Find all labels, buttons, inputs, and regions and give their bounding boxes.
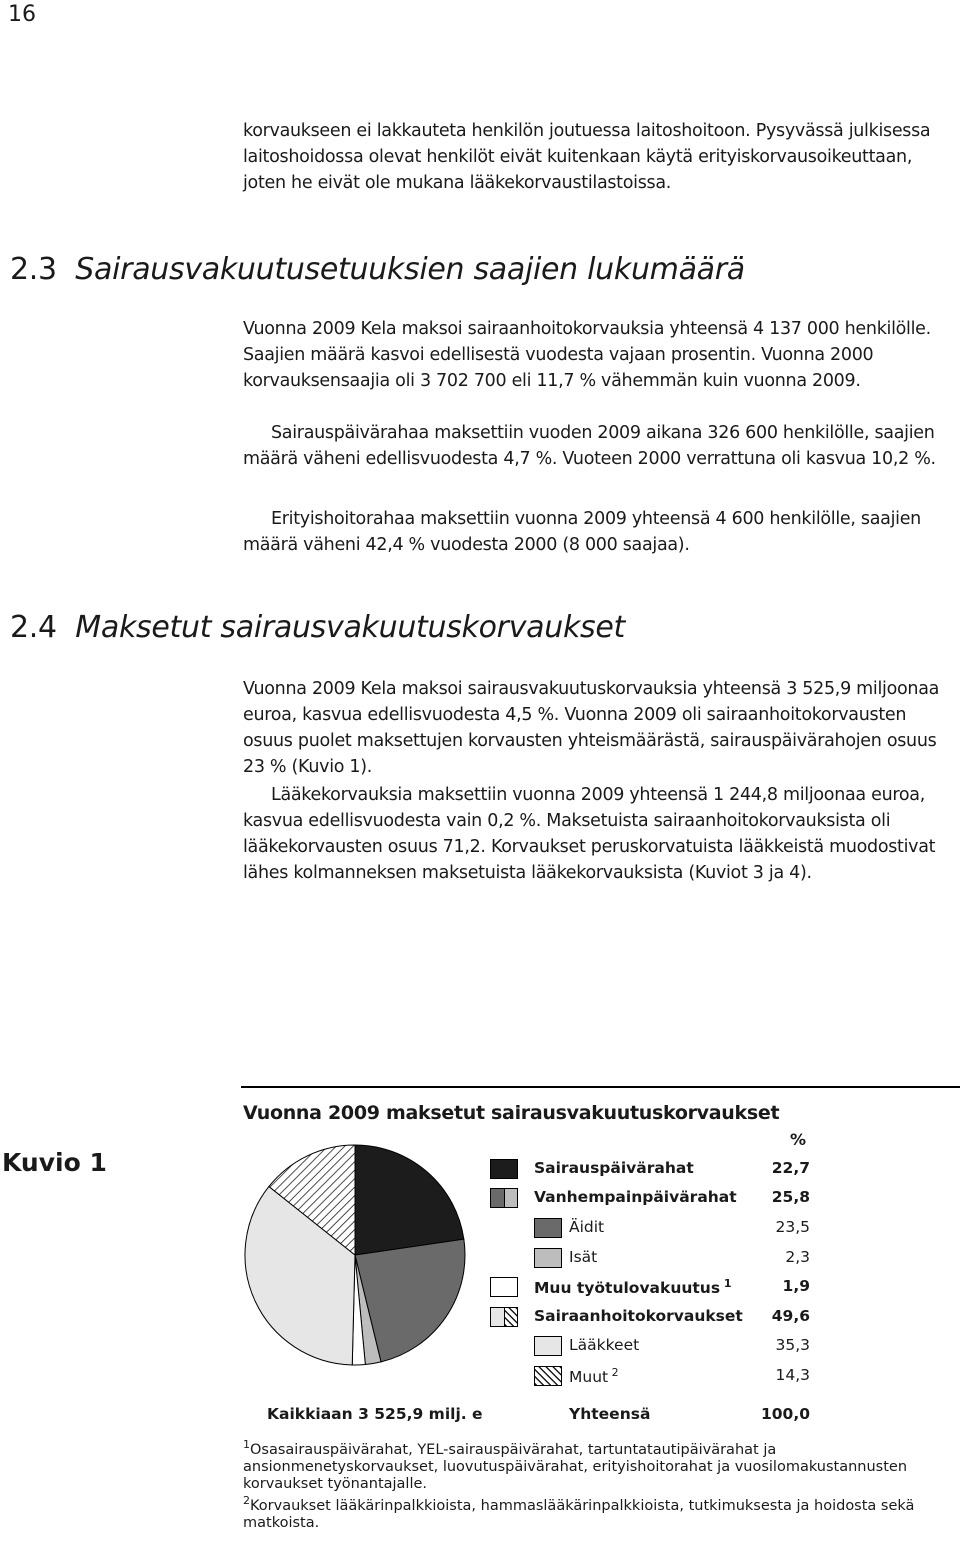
footnote-1 [243,1436,957,1493]
paragraph: Vuonna 2009 Kela maksoi sairaanhoitokorvauksia yhteensä 4 137 000 henkilölle. Saajien määrä kasvoi edellisestä vuodesta vajaan prosentin. Vuonna 2000 korvauksensaajia oli 3 702 700 eli 11,7 % vähemmän kuin vuonna 2009. [243,319,931,391]
footnote-text: Osasairauspäivärahat, YEL-sairauspäivärahat, tartuntatautipäivärahat ja ansionmenetyskorvaukset, luovutuspäivärahat, erityishoitorahat ja vuosilomakustannusten korvaukset työnantajalle. [243,1441,908,1492]
legend-value: 14,3 [775,1366,810,1384]
legend-swatch [534,1366,562,1386]
page-number: 16 [8,2,36,27]
legend-value: 22,7 [771,1159,810,1177]
legend-value: 2,3 [785,1248,810,1266]
section-heading-2-3 [10,252,745,287]
section-title: Maksetut sairausvakuutuskorvaukset [75,610,625,645]
figure-rule [241,1086,960,1088]
section-number: 2.4 [10,610,57,645]
section-heading-2-4 [10,610,625,645]
figure-label: Kuvio 1 [2,1148,107,1177]
paragraph: Sairauspäivärahaa maksettiin vuoden 2009 aikana 326 600 henkilölle, saajien määrä väheni edellisvuodesta 4,7 %. Vuoteen 2000 verrattuna oli kasvua 10,2 %. [243,423,936,469]
legend-label: Sairauspäivärahat [534,1159,694,1177]
legend-value: 49,6 [771,1307,810,1325]
paragraph: Erityishoitorahaa maksettiin vuonna 2009 yhteensä 4 600 henkilölle, saajien määrä väheni 42,4 % vuodesta 2000 (8 000 saajaa). [243,509,921,555]
legend-swatch [490,1307,518,1327]
footnote-mark: 1 [243,1438,250,1451]
legend-label: Muut $^2$ [569,1366,619,1387]
total-label: Kaikkiaan 3 525,9 milj. e [267,1405,483,1423]
legend-label: Vanhempainpäivärahat [534,1188,737,1206]
legend-swatch [490,1159,518,1179]
sum-label: Yhteensä [569,1405,651,1423]
percent-header: % [790,1130,807,1149]
pie-slice-sairauspaivarahat [355,1145,464,1255]
figure-title: Vuonna 2009 maksetut sairausvakuutuskorvaukset [243,1102,780,1124]
legend-swatch [490,1188,518,1208]
legend-value: 1,9 [782,1277,810,1295]
footnote-mark: 2 [243,1494,250,1507]
section-number: 2.3 [10,252,57,287]
legend-swatch [490,1277,518,1297]
legend-label: Lääkkeet [569,1336,640,1354]
legend-swatch [534,1218,562,1238]
legend-swatch [534,1336,562,1356]
section-title: Sairausvakuutusetuuksien saajien lukumäärä [75,252,745,287]
legend-label: Äidit [569,1218,605,1236]
legend-value: 25,8 [771,1188,810,1206]
sum-value: 100,0 [760,1405,810,1423]
legend-swatch [534,1248,562,1268]
legend-value: 23,5 [775,1218,810,1236]
legend-label: Sairaanhoitokorvaukset [534,1307,743,1325]
paragraph: Vuonna 2009 Kela maksoi sairausvakuutuskorvauksia yhteensä 3 525,9 miljoonaa euroa, kasvua edellisvuodesta 4,5 %. Vuonna 2009 oli sairaanhoitokorvausten osuus puolet maksettujen korvausten yhteismäärästä, sairauspäivärahojen osuus 23 % (Kuvio 1). [243,679,940,777]
legend-label: Muu työtulovakuutus $^1$ [534,1277,732,1298]
legend-label: Isät [569,1248,598,1266]
intro-paragraph: korvaukseen ei lakkauteta henkilön joutuessa laitoshoitoon. Pysyvässä julkisessa laitoshoidossa olevat henkilöt eivät kuitenkaan käytä erityiskorvausoikeuttaan, joten he eivät ole mukana lääkekorvaustilastoissa. [243,121,931,193]
footnote-2 [243,1492,957,1532]
legend-value: 35,3 [775,1336,810,1354]
pie-chart [240,1140,470,1370]
paragraph: Lääkekorvauksia maksettiin vuonna 2009 yhteensä 1 244,8 miljoonaa euroa, kasvua edellisvuodesta vain 0,2 %. Maksetuista sairaanhoitokorvauksista oli lääkekorvausten osuus 71,2. Korvaukset peruskorvatuista lääkkeistä muodostivat lähes kolmanneksen maksetuista lääkekorvauksista (Kuviot 3 ja 4). [243,785,936,883]
footnote-text: Korvaukset lääkärinpalkkioista, hammaslääkärinpalkkioista, tutkimuksesta ja hoidosta sekä matkoista. [243,1497,915,1531]
